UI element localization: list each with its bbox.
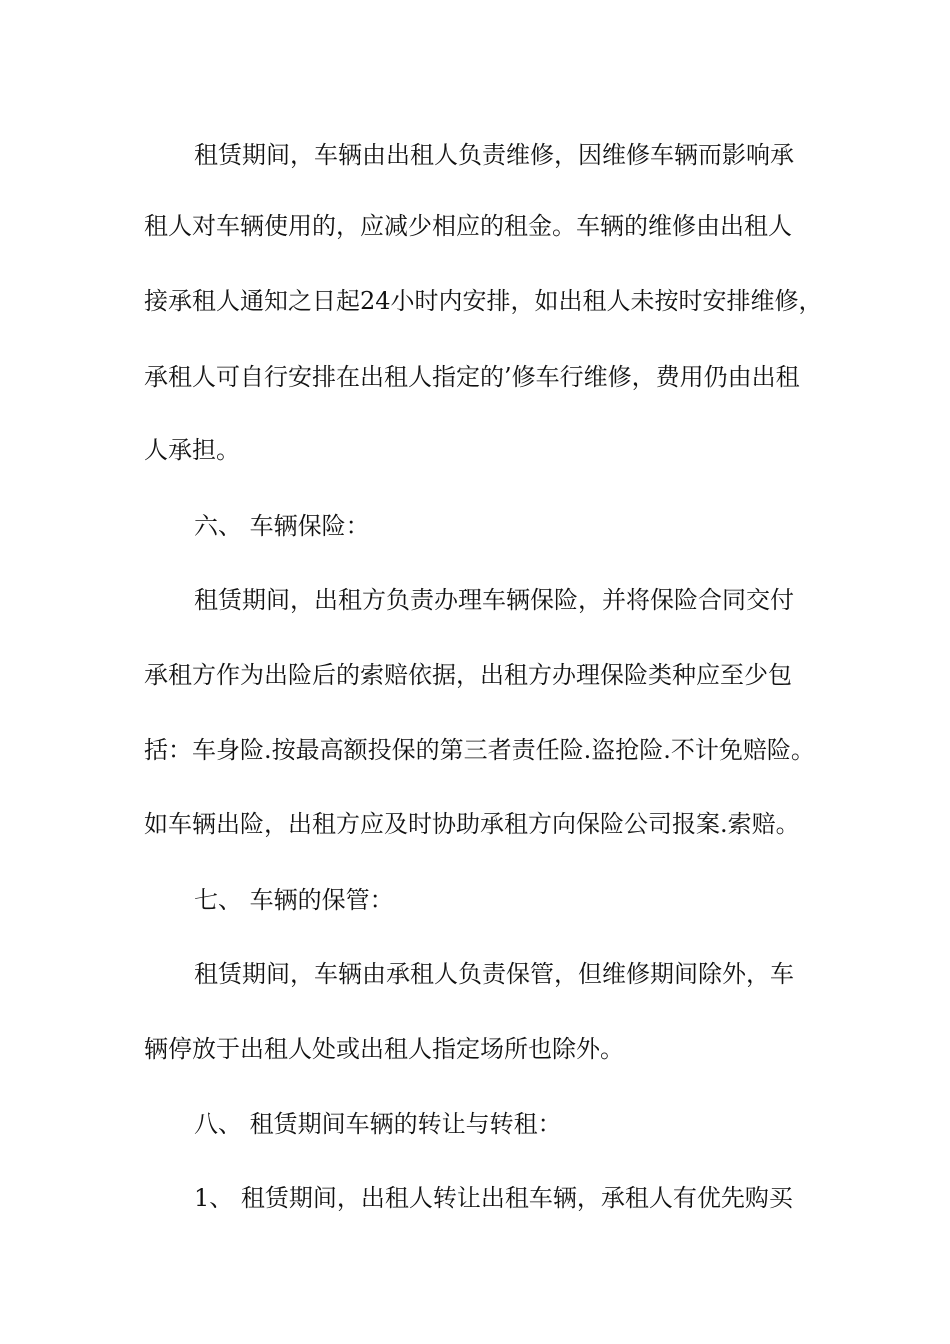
paragraph-line: 接承租人通知之日起24小时内安排，如出租人未按时安排维修， — [144, 287, 823, 315]
paragraph-line: 租赁期间，出租方负责办理车辆保险，并将保险合同交付 — [194, 586, 794, 614]
paragraph-line: 括：车身险.按最高额投保的第三者责任险.盗抢险.不计免赔险。 — [144, 736, 815, 764]
section-heading-6: 六、 车辆保险： — [194, 512, 370, 540]
paragraph-line: 租人对车辆使用的，应减少相应的租金。车辆的维修由出租人 — [144, 212, 792, 240]
section-heading-7: 七、 车辆的保管： — [194, 886, 394, 914]
section-heading-8: 八、 租赁期间车辆的转让与转租： — [194, 1110, 562, 1138]
paragraph-line: 租赁期间，车辆由出租人负责维修，因维修车辆而影响承 — [194, 141, 794, 169]
paragraph-line: 辆停放于出租人处或出租人指定场所也除外。 — [144, 1035, 624, 1063]
list-item: 1、 租赁期间，出租人转让出租车辆，承租人有优先购买 — [194, 1184, 793, 1212]
paragraph-line: 承租人可自行安排在出租人指定的’修车行维修，费用仍由出租 — [144, 363, 800, 391]
paragraph-line: 如车辆出险，出租方应及时协助承租方向保险公司报案.索赔。 — [144, 810, 800, 838]
paragraph-line: 人承担。 — [144, 436, 240, 464]
paragraph-line: 租赁期间，车辆由承租人负责保管，但维修期间除外，车 — [194, 960, 794, 988]
paragraph-line: 承租方作为出险后的索赔依据，出租方办理保险类种应至少包 — [144, 661, 792, 689]
